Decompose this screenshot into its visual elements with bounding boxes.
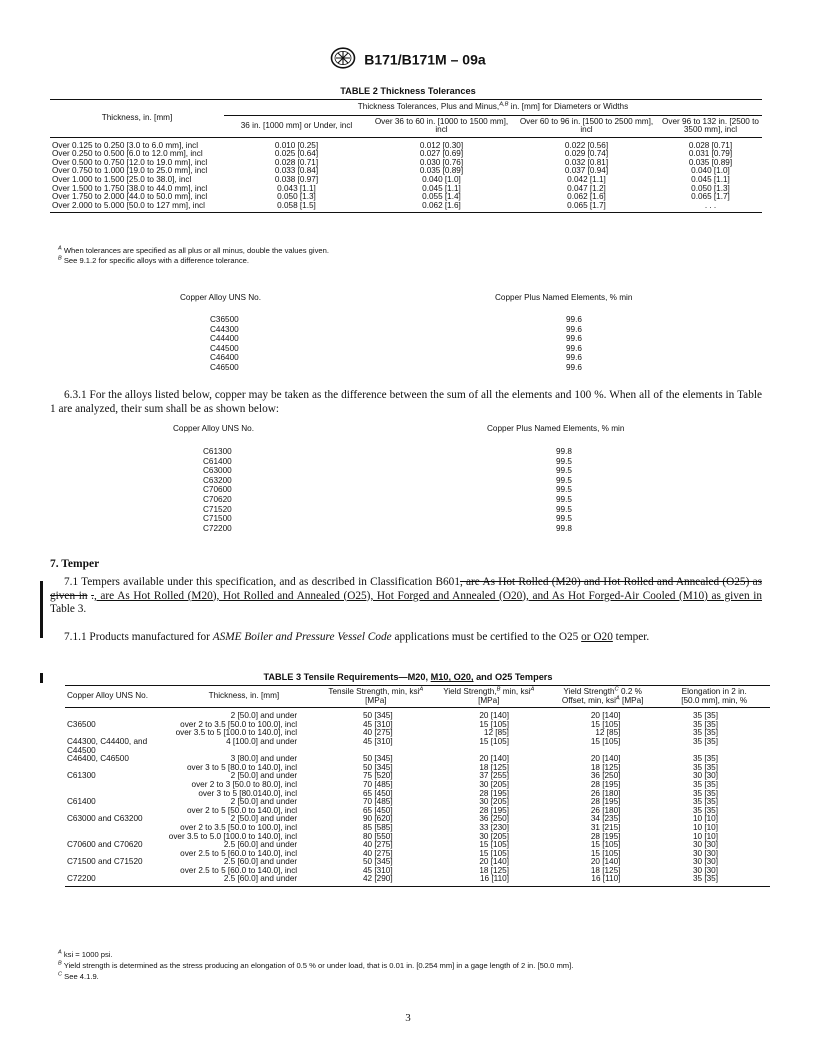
table3-cell-yield: 18 [125] — [479, 865, 509, 875]
table3-cell-yield-offset: 28 [195] — [590, 797, 621, 807]
table3-cell-thickness: over 3.5 to 5.0 [100.0 to 140.0], incl — [168, 831, 298, 841]
table3-cell-elongation: 30 [30] — [692, 771, 718, 781]
table3-cell-elongation: 35 [35] — [692, 797, 718, 807]
table2-cell-tolerance: 0.045 [1.1] — [691, 174, 730, 184]
table3-cell-yield-offset: 26 [180] — [590, 788, 621, 798]
table3-cell-tensile: 45 [310] — [363, 736, 393, 746]
table3-cell-tensile: 65 [450] — [363, 805, 393, 815]
table2-cell-tolerance: 0.028 [0.71] — [274, 157, 319, 167]
table3-cell-elongation: 35 [35] — [692, 728, 718, 738]
table3-row — [65, 841, 770, 850]
table3-cell-tensile: 40 [275] — [363, 728, 393, 738]
table3-header-tensile: Tensile Strength, min, ksi$^A$ [MPa] — [328, 686, 424, 705]
table2-cell-tolerance: 0.028 [0.71] — [688, 140, 733, 150]
table3-cell-tensile: 85 [585] — [363, 822, 393, 832]
table3-cell-yield: 16 [110] — [479, 874, 509, 884]
list1-header-alloy: Copper Alloy UNS No. — [180, 293, 261, 302]
table3-cell-thickness: over 2 to 3.5 [50.0 to 100.0], incl — [180, 822, 298, 832]
change-bar — [40, 581, 43, 638]
table2-cell-tolerance: 0.027 [0.69] — [419, 149, 464, 159]
table2-cell-tolerance: 0.050 [1.3] — [691, 183, 730, 193]
table3-row — [65, 755, 770, 764]
table2-cell-tolerance: 0.065 [1.7] — [691, 192, 730, 202]
table3-row — [65, 790, 770, 799]
table3-header-yield: Yield Strength,$^B$ min, ksi$^A$ [MPa] — [443, 686, 535, 705]
table3-cell-yield: 30 [205] — [479, 831, 509, 841]
table3-footnote-c: $^C$ See 4.1.9. — [58, 971, 99, 981]
table2-cell-tolerance: 0.040 [1.0] — [422, 174, 461, 184]
table3-row — [65, 708, 770, 721]
table3-header-elongation: Elongation in 2 in. [50.0 mm], min, % — [681, 687, 748, 705]
table2-cell-tolerance: 0.062 [1.6] — [567, 192, 606, 202]
table3-cell-tensile: 45 [310] — [363, 719, 393, 729]
table3-cell-thickness: 2 [50.0] and under — [230, 814, 298, 824]
table2-cell-tolerance: 0.033 [0.84] — [274, 166, 319, 176]
table3-cell-yield: 20 [140] — [479, 857, 509, 867]
table3-cell-thickness: 4 [100.0] and under — [226, 736, 298, 746]
list2-alloys: C61300 C61400 C63000 C63200 C70600 C70620 C71520 C71500 C72200 — [203, 447, 232, 533]
table3-cell-yield-offset: 18 [125] — [590, 762, 621, 772]
table3-row — [65, 815, 770, 824]
table3-cell-yield-offset: 15 [105] — [590, 736, 621, 746]
table2-footnote-b: $^B$ See 9.1.2 for specific alloys with a difference tolerance. — [58, 255, 250, 265]
table3-cell-elongation: 10 [10] — [692, 831, 718, 841]
table2-cell-tolerance: 0.035 [0.89] — [688, 157, 733, 167]
table2-cell-thickness: Over 1.000 to 1.500 [25.0 to 38.0], incl — [52, 174, 192, 184]
table3-cell-thickness: over 2 to 3.5 [50.0 to 100.0], incl — [180, 719, 298, 729]
table3-cell-yield-offset: 20 [140] — [590, 754, 621, 764]
table2-cell-tolerance: 0.055 [1.4] — [422, 192, 461, 202]
table2-cell-thickness: Over 1.750 to 2.000 [44.0 to 50.0 mm], incl — [52, 192, 208, 202]
table3-cell-tensile: 70 [485] — [363, 797, 393, 807]
table3-cell-tensile: 70 [485] — [363, 779, 393, 789]
table3-cell-yield: 18 [125] — [479, 762, 509, 772]
table3-cell-alloy: C46400, C46500 — [67, 754, 129, 764]
table2-cell-tolerance: 0.045 [1.1] — [422, 183, 461, 193]
table3-cell-thickness: 3 [80.0] and under — [230, 754, 298, 764]
table3-cell-yield-offset: 20 [140] — [590, 857, 621, 867]
list1-header-copper: Copper Plus Named Elements, % min — [495, 293, 633, 302]
table3-cell-tensile: 42 [290] — [363, 874, 393, 884]
table3-cell-yield-offset: 16 [110] — [591, 874, 621, 884]
table2-cell-tolerance: 0.029 [0.74] — [564, 149, 609, 159]
table3-cell-alloy — [65, 708, 167, 721]
paragraph-7-1: 7.1 Tempers available under this specification, and as described in Classification B601, are As Hot Rolled (M20) and Hot Rolled and Annealed (O25) as given in ., are As Hot Rolled (M20), Hot Rolled and Annealed (O25), Hot Forged and Annealed (O20), and As Hot Forged-Air Cooled (M10) as given in Table 3. — [50, 576, 763, 616]
list1-values: 99.6 99.6 99.6 99.6 99.6 99.6 — [566, 315, 582, 372]
table3-cell-tensile: 75 [520] — [363, 771, 393, 781]
table2-cell-tolerance: 0.030 [0.76] — [419, 157, 464, 167]
table2-cell-tolerance: 0.038 [0.97] — [274, 174, 319, 184]
table3-row — [65, 729, 770, 738]
table3-cell-elongation: 35 [35] — [692, 788, 718, 798]
table3-header-thickness: Thickness, in. [mm] — [208, 691, 280, 701]
section-7-title: 7. Temper — [50, 558, 100, 570]
table2-cell-tolerance: 0.012 [0.30] — [419, 140, 464, 150]
table3-cell-elongation: 35 [35] — [692, 874, 718, 884]
list1-alloys: C36500 C44300 C44400 C44500 C46400 C46500 — [210, 315, 239, 372]
list2-values: 99.8 99.5 99.5 99.5 99.5 99.5 99.5 99.5 99.8 — [556, 447, 572, 533]
table3-cell-alloy — [65, 781, 167, 790]
table2-header-col4: Over 96 to 132 in. [2500 to 3500 mm], incl — [662, 116, 759, 135]
table3-cell-yield: 15 [105] — [479, 736, 509, 746]
table2-cell-thickness: Over 1.500 to 1.750 [38.0 to 44.0 mm], incl — [52, 183, 208, 193]
table3-cell-thickness: over 3.5 to 5 [100.0 to 140.0], incl — [175, 728, 298, 738]
table3-cell-yield: 12 [85] — [483, 728, 509, 738]
table3-row — [65, 833, 770, 842]
table3-row — [65, 738, 770, 755]
table3-cell-yield: 37 [255] — [479, 771, 509, 781]
table3-cell-alloy: C44300, C44400, and C44500 — [67, 736, 148, 755]
table3-row — [65, 781, 770, 790]
table2-row — [50, 202, 762, 213]
table3-cell-thickness: over 2.5 to 5 [60.0 to 140.0], incl — [180, 865, 298, 875]
paragraph-6-3-1: 6.3.1 For the alloys listed below, copper may be taken as the difference between the sum of all the elements and 100 %. When all of the elements in Table 1 are analyzed, their sum shall be as shown below: — [50, 389, 762, 415]
table3-cell-yield: 15 [105] — [479, 848, 509, 858]
table3-header-yield-offset: Yield Strength$^C$ 0.2 % Offset, min, ksi$^A$ [MPa] — [561, 686, 644, 705]
table3-cell-elongation: 35 [35] — [692, 711, 718, 721]
table3-cell-yield-offset: 28 [195] — [590, 831, 621, 841]
list2-header-copper: Copper Plus Named Elements, % min — [487, 424, 625, 433]
list2-header-alloy: Copper Alloy UNS No. — [173, 424, 254, 433]
table3-cell-thickness: over 3 to 5 [80.0 to 140.0], incl — [186, 762, 298, 772]
table2-cell-tolerance: . . . — [704, 200, 717, 210]
table3-row — [65, 867, 770, 876]
table3-cell-elongation: 30 [30] — [692, 848, 718, 858]
table3-cell-thickness: over 2 to 3 [50.0 to 80.0], incl — [191, 779, 298, 789]
table3-cell-tensile: 40 [275] — [363, 840, 393, 850]
table3-cell-elongation: 35 [35] — [692, 779, 718, 789]
table2-cell-thickness: Over 2.000 to 5.000 [50.0 to 127 mm], incl — [52, 200, 205, 210]
table3-cell-yield-offset: 18 [125] — [590, 865, 621, 875]
table2-cell-tolerance: 0.035 [0.89] — [419, 166, 464, 176]
table2-cell-tolerance: 0.065 [1.7] — [567, 200, 606, 210]
table2-cell-tolerance: 0.047 [1.2] — [567, 183, 606, 193]
table3-row — [65, 807, 770, 816]
table2-cell-tolerance: 0.043 [1.1] — [277, 183, 316, 193]
table3-footnote-b: $^B$ Yield strength is determined as the stress producing an elongation of 0.5 % or under load, that is 0.01 in. [0.254 mm] in a gage length of 2 in. [50.0 mm]. — [58, 960, 574, 970]
table3-cell-yield: 36 [250] — [479, 814, 509, 824]
table3-cell-tensile: 50 [345] — [363, 754, 393, 764]
table2-cell-tolerance: 0.058 [1.5] — [277, 200, 316, 210]
table3-cell-yield: 33 [230] — [479, 822, 509, 832]
table3-cell-yield-offset: 34 [235] — [590, 814, 621, 824]
table2 — [50, 99, 762, 213]
table3-row — [65, 798, 770, 807]
table3-cell-elongation: 30 [30] — [692, 865, 718, 875]
table2-caption: TABLE 2 Thickness Tolerances — [340, 86, 476, 96]
table2-header-thickness: Thickness, in. [mm] — [50, 100, 224, 138]
table3-cell-yield-offset: 26 [180] — [590, 805, 621, 815]
table3-cell-tensile: 40 [275] — [363, 848, 393, 858]
table3-row — [65, 850, 770, 859]
table3-caption: TABLE 3 Tensile Requirements—M20, M10, O20, and O25 Tempers — [263, 672, 553, 682]
astm-logo-icon — [330, 47, 356, 72]
table3-cell-thickness: 2 [50.0] and under — [230, 771, 298, 781]
table3-cell-yield-offset: 15 [105] — [590, 719, 621, 729]
table3-cell-yield: 15 [105] — [479, 719, 509, 729]
table2-cell-tolerance: 0.022 [0.56] — [564, 140, 609, 150]
table3 — [65, 685, 770, 887]
table2-cell-tolerance: 0.031 [0.79] — [688, 149, 733, 159]
table2-cell-thickness: Over 0.500 to 0.750 [12.0 to 19.0 mm], incl — [52, 157, 208, 167]
table3-row — [65, 721, 770, 730]
table3-footnote-a: $^A$ ksi = 1000 psi. — [58, 949, 113, 959]
table3-cell-tensile: 50 [345] — [363, 762, 393, 772]
table3-row — [65, 772, 770, 781]
table3-cell-elongation: 35 [35] — [692, 754, 718, 764]
table3-row — [65, 858, 770, 867]
table3-cell-alloy — [65, 824, 167, 833]
table3-cell-yield-offset: 15 [105] — [590, 848, 621, 858]
table2-header-col2: Over 36 to 60 in. [1000 to 1500 mm], incl — [374, 116, 509, 135]
table3-cell-thickness: over 3 to 5 [80.0140.0], incl — [198, 788, 298, 798]
table3-cell-alloy: C63000 and C63200 — [67, 814, 143, 824]
table3-cell-yield-offset: 36 [250] — [590, 771, 621, 781]
table3-cell-yield-offset: 12 [85] — [595, 728, 621, 738]
table3-cell-tensile: 80 [550] — [363, 831, 393, 841]
table3-cell-elongation: 30 [30] — [692, 840, 718, 850]
table3-cell-elongation: 35 [35] — [692, 805, 718, 815]
table3-cell-alloy: C36500 — [67, 719, 96, 729]
table2-footnote-a: $^A$ When tolerances are specified as all plus or all minus, double the values given. — [58, 245, 329, 255]
paragraph-7-1-1: 7.1.1 Products manufactured for ASME Boiler and Pressure Vessel Code applications must be certified to the O25 or O20 temper. — [64, 631, 650, 643]
table2-cell-tolerance: 0.010 [0.25] — [274, 140, 319, 150]
table2-cell-thickness: Over 0.750 to 1.000 [19.0 to 25.0 mm], incl — [52, 166, 208, 176]
table3-cell-elongation: 30 [30] — [692, 857, 718, 867]
table3-cell-yield: 28 [195] — [479, 805, 509, 815]
table2-cell-tolerance: 0.025 [0.64] — [274, 149, 319, 159]
document-designation: B171/B171M – 09a — [364, 51, 486, 68]
page-number: 3 — [405, 1012, 411, 1024]
table3-cell-yield: 20 [140] — [479, 711, 509, 721]
table3-cell-elongation: 10 [10] — [692, 822, 718, 832]
table2-header-group: Thickness Tolerances, Plus and Minus,$^{A,B}$ in. [mm] for Diameters or Widths — [224, 100, 762, 116]
table2-header-col1: 36 in. [1000 mm] or Under, incl — [240, 120, 353, 130]
table3-header-alloy: Copper Alloy UNS No. — [67, 691, 148, 701]
table3-cell-thickness: 2.5 [60.0] and under — [223, 840, 298, 850]
table3-cell-tensile: 45 [310] — [363, 865, 393, 875]
table3-cell-yield: 15 [105] — [479, 840, 509, 850]
document-header — [0, 47, 816, 72]
table3-cell-elongation: 35 [35] — [692, 736, 718, 746]
table3-cell-thickness: 2.5 [60.0] and under — [223, 857, 298, 867]
table3-cell-thickness: over 2.5 to 5 [60.0 to 140.0], incl — [180, 848, 298, 858]
table2-cell-thickness: Over 0.250 to 0.500 [6.0 to 12.0 mm], incl — [52, 149, 203, 159]
table3-cell-elongation: 10 [10] — [692, 814, 718, 824]
table3-cell-alloy: C61300 — [67, 771, 96, 781]
table3-cell-thickness: 2.5 [60.0] and under — [223, 874, 298, 884]
table3-cell-yield: 30 [205] — [479, 779, 509, 789]
table3-cell-thickness: over 2 to 5 [50.0 to 140.0], incl — [186, 805, 298, 815]
table3-cell-alloy: C61400 — [67, 797, 96, 807]
table2-cell-tolerance: 0.042 [1.1] — [567, 174, 606, 184]
table3-row — [65, 764, 770, 773]
table3-cell-alloy: C71500 and C71520 — [67, 857, 143, 867]
table3-cell-elongation: 35 [35] — [692, 762, 718, 772]
table3-cell-tensile: 50 [345] — [363, 711, 393, 721]
table2-header-col3: Over 60 to 96 in. [1500 to 2500 mm], incl — [519, 116, 654, 135]
table3-cell-yield-offset: 20 [140] — [590, 711, 621, 721]
table3-cell-elongation: 35 [35] — [692, 719, 718, 729]
table3-cell-yield-offset: 31 [215] — [590, 822, 621, 832]
table3-cell-yield: 28 [195] — [479, 788, 509, 798]
table2-cell-tolerance: 0.050 [1.3] — [277, 192, 316, 202]
table3-cell-yield: 20 [140] — [479, 754, 509, 764]
table2-cell-tolerance: 0.037 [0.94] — [564, 166, 609, 176]
table2-cell-tolerance: 0.040 [1.0] — [691, 166, 730, 176]
table3-cell-thickness: 2 [50.0] and under — [230, 711, 298, 721]
table3-cell-yield-offset: 28 [195] — [590, 779, 621, 789]
table3-cell-tensile: 65 [450] — [363, 788, 393, 798]
table3-cell-alloy: C70600 and C70620 — [67, 840, 143, 850]
table3-cell-tensile: 50 [345] — [363, 857, 393, 867]
table3-cell-thickness: 2 [50.0] and under — [230, 797, 298, 807]
table2-cell-thickness: Over 0.125 to 0.250 [3.0 to 6.0 mm], incl — [52, 140, 199, 150]
table3-row — [65, 875, 770, 886]
table2-cell-tolerance: 0.032 [0.81] — [564, 157, 609, 167]
table3-cell-yield-offset: 15 [105] — [590, 840, 621, 850]
table3-cell-alloy: C72200 — [67, 874, 96, 884]
table3-cell-yield: 30 [205] — [479, 797, 509, 807]
table3-cell-tensile: 90 [620] — [363, 814, 393, 824]
table2-cell-tolerance: 0.062 [1.6] — [422, 200, 461, 210]
